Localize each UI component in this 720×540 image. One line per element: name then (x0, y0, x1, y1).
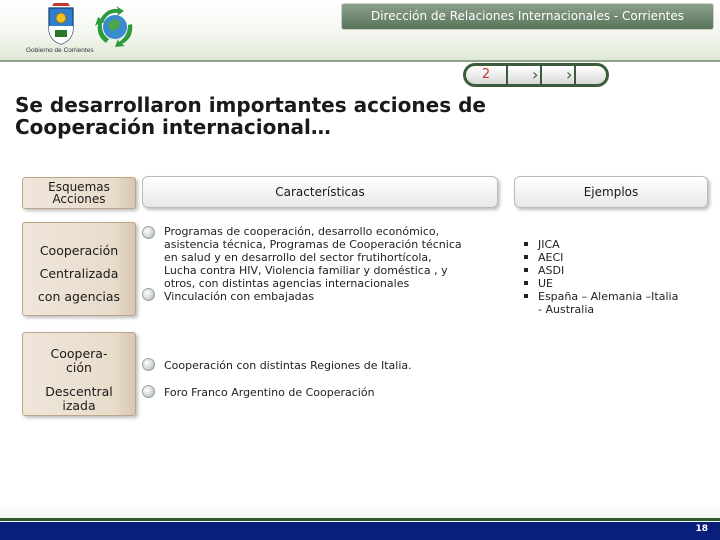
square-bullet-icon (524, 255, 528, 259)
example-label: España – Alemania –Italia (538, 290, 679, 303)
square-bullet-icon (524, 268, 528, 272)
row-cooperacion-centralizada (22, 222, 136, 316)
example-label: AECI (538, 251, 564, 264)
pager-segment[interactable] (576, 66, 606, 84)
chevron-right-icon: › (532, 65, 539, 84)
example-label: ASDI (538, 264, 565, 277)
header-label: Acciones (52, 192, 106, 206)
text-line: Programas de cooperación, desarrollo económico, (164, 225, 440, 238)
footer-bar (0, 522, 720, 540)
row-label: izada (62, 398, 96, 413)
footer-divider (0, 518, 720, 521)
bullet-dot-icon (142, 358, 155, 371)
row-label: Coopera- (50, 346, 108, 361)
recycle-globe-logo (94, 6, 136, 48)
page-title-line: Se desarrollaron importantes acciones de (15, 93, 486, 117)
slide-pager[interactable] (463, 63, 609, 87)
text-line: asistencia técnica, Programas de Cooperación técnica (164, 238, 462, 251)
header-divider (0, 60, 720, 62)
logo-caption: Gobierno de Corrientes (26, 47, 94, 54)
row-label: ción (66, 360, 92, 375)
row-label: Centralizada (39, 266, 119, 281)
bullet-dot-icon (142, 385, 155, 398)
examples-list (521, 238, 711, 316)
coat-of-arms-logo (46, 2, 76, 46)
pager-segment[interactable] (508, 66, 540, 84)
example-label: UE (538, 277, 554, 290)
page-number: 18 (695, 524, 708, 534)
page-title-line: Cooperación internacional… (15, 115, 331, 139)
text-line: en salud y en desarrollo del sector frutihortícola, (164, 251, 432, 264)
row-cooperacion-descentralizada (22, 332, 136, 416)
characteristics-text: Cooperación con distintas Regiones de Italia. (164, 359, 412, 372)
characteristics-text: Foro Franco Argentino de Cooperación (164, 386, 375, 399)
header-caracteristicas: Características (142, 176, 498, 208)
text-line: Vinculación con embajadas (164, 290, 315, 303)
list-item-continuation (521, 303, 711, 316)
list-item (521, 264, 711, 277)
example-label: JICA (538, 238, 560, 251)
square-bullet-icon (524, 242, 528, 246)
header-title: Dirección de Relaciones Internacionales - Corrientes (341, 3, 714, 30)
pager-current-page[interactable]: 2 (466, 66, 506, 84)
chevron-right-icon: › (566, 65, 573, 84)
square-bullet-icon (524, 294, 528, 298)
row-label: Descentral (45, 384, 113, 399)
row-label: con agencias (37, 289, 121, 304)
row-label: Cooperación (39, 243, 119, 258)
header-label: Esquemas (48, 180, 110, 194)
header-ejemplos: Ejemplos (514, 176, 708, 208)
pager-segment[interactable] (542, 66, 574, 84)
header-esquemas-acciones (22, 177, 136, 209)
characteristics-text (164, 225, 504, 303)
list-item (521, 277, 711, 290)
bullet-dot-icon (142, 288, 155, 301)
page-title (15, 94, 615, 138)
bullet-dot-icon (142, 226, 155, 239)
list-item (521, 238, 711, 251)
list-item (521, 251, 711, 264)
text-line: Lucha contra HIV, Violencia familiar y doméstica , y (164, 264, 448, 277)
example-label: - Australia (538, 303, 595, 316)
square-bullet-icon (524, 281, 528, 285)
list-item (521, 290, 711, 303)
text-line: otros, con distintas agencias internacionales (164, 277, 410, 290)
